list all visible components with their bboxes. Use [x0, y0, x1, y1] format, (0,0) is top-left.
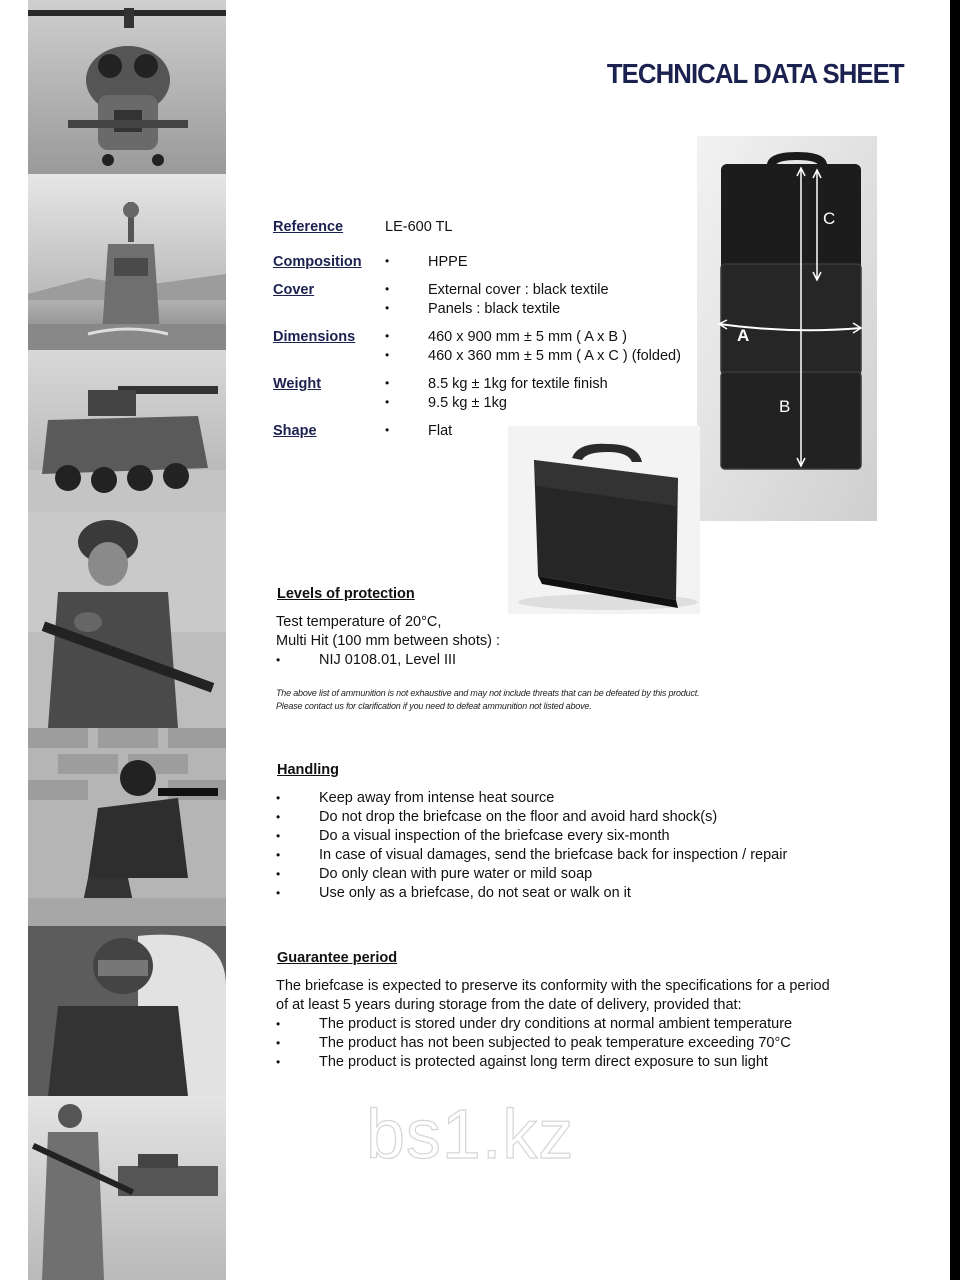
data-sheet-page: TECHNICAL DATA SHEET Reference LE-600 TL Composition • HPPE Cover • External cover : black textile • Panels : black textile Dimensions • 460 x 900 mm ± 5 mm ( A x B ) • 460 x 360 mm ± 5 mm ( A x C ) (folded) Weight • 8.5 kg ± 1kg for textile finish • 9.5 kg ± 1kg Shape • Flat C A B Levels of protection Test temperature of 20°C, Multi Hit (100 mm between shots) : • NIJ 0108.01, Level III The above list of ammunition is not exhaustive and may not include threats that can be defeated by this product. Please contact us for clarification if you need to defeat ammunition not listed above. Handling • Keep away from intense heat source • Do not drop the briefcase on the floor and avoid hard shock(s) • Do a visual inspection of the briefcase every six-month • In case of visual damages, send the briefcase back for inspection / repair • Do only clean with pure water or mild soap • Use only as a briefcase, do not seat or walk on it Guarantee period The briefcase is expected to preserve its conformity with the specifications for a period of at least 5 years during storage from the date of delivery, provided that: • The product is stored under dry conditions at normal ambient temperature • The product has not been subjected to peak temperature exceeding 70°C • The product is protected against long term direct exposure to sun light bs1.kz	[0, 0, 960, 1280]
folded-briefcase-photo	[508, 426, 700, 614]
dimension-label-a: A	[737, 326, 750, 345]
spec-value: Flat	[428, 423, 453, 439]
bullet-icon: •	[385, 423, 390, 437]
photo-strip	[0, 0, 226, 1280]
bullet-icon: •	[276, 886, 281, 900]
bullet-icon: •	[276, 653, 281, 667]
riot-police-photo	[28, 926, 226, 1096]
spec-value: HPPE	[428, 254, 468, 270]
desert-soldier-photo	[28, 1096, 226, 1280]
bullet-icon: •	[385, 395, 390, 409]
tactical-officer-photo	[28, 728, 226, 926]
protection-line: Multi Hit (100 mm between shots) :	[276, 633, 501, 649]
flat-briefcase-diagram	[697, 136, 877, 521]
spec-label: Cover	[273, 282, 315, 298]
bullet-icon: •	[385, 301, 390, 315]
spec-value: External cover : black textile	[428, 282, 609, 298]
guarantee-line: of at least 5 years during storage from the date of delivery, provided that:	[276, 997, 742, 1013]
dimension-label-b: B	[779, 397, 791, 416]
note-line: Please contact us for clarification if you need to defeat ammunition not listed above.	[276, 701, 592, 711]
bullet-icon: •	[385, 348, 390, 362]
spec-label: Weight	[273, 376, 322, 392]
bullet-icon: •	[385, 282, 390, 296]
note-line: The above list of ammunition is not exhaustive and may not include threats that can be defeated by this product.	[276, 688, 700, 698]
bullet-icon: •	[276, 1055, 281, 1069]
handling-heading: Handling	[277, 762, 340, 778]
spec-value: 8.5 kg ± 1kg for textile finish	[428, 376, 608, 392]
bullet-icon: •	[276, 829, 281, 843]
protection-heading: Levels of protection	[277, 586, 415, 602]
spec-label: Dimensions	[273, 329, 356, 345]
spec-value: LE-600 TL	[385, 219, 453, 235]
bullet-icon: •	[276, 810, 281, 824]
spec-value: 460 x 900 mm ± 5 mm ( A x B )	[428, 329, 627, 345]
watermark: bs1.kz	[366, 1095, 575, 1173]
bullet-icon: •	[385, 329, 390, 343]
spec-value: 9.5 kg ± 1kg	[428, 395, 507, 411]
protection-text	[276, 613, 500, 651]
bullet-icon: •	[276, 867, 281, 881]
spec-value: Panels : black textile	[428, 301, 561, 317]
bullet-icon: •	[276, 1036, 281, 1050]
bullet-icon: •	[276, 848, 281, 862]
armored-vehicle-photo	[28, 350, 226, 512]
guarantee-text	[276, 977, 830, 1015]
bullet-icon: •	[385, 254, 390, 268]
bullet-icon: •	[385, 376, 390, 390]
spec-value: 460 x 360 mm ± 5 mm ( A x C ) (folded)	[428, 348, 681, 364]
bullet-icon: •	[276, 791, 281, 805]
dimension-label-c: C	[823, 209, 836, 228]
bullet-icon: •	[276, 1017, 281, 1031]
document-title: TECHNICAL DATA SHEET	[607, 58, 904, 89]
guarantee-heading: Guarantee period	[277, 950, 398, 966]
protection-line: Test temperature of 20°C,	[276, 614, 442, 630]
spec-label: Shape	[273, 423, 317, 439]
spec-label: Composition	[273, 254, 362, 270]
ammunition-note	[276, 687, 699, 713]
helicopter-photo	[28, 0, 226, 174]
page-edge	[950, 0, 960, 1280]
guarantee-line: The briefcase is expected to preserve its conformity with the specifications for a period	[276, 978, 830, 994]
soldier-photo	[28, 512, 226, 728]
warship-photo	[28, 174, 226, 350]
spec-label: Reference	[273, 219, 344, 235]
